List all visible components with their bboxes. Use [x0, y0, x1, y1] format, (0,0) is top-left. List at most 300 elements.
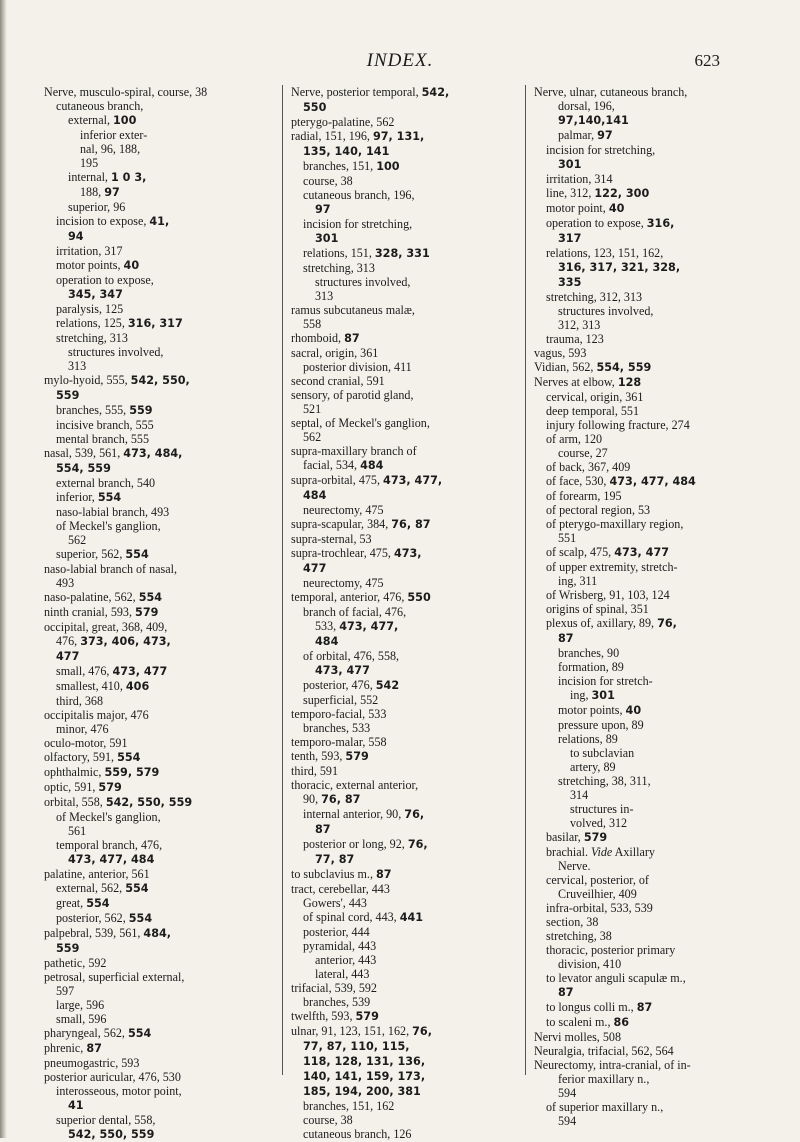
- index-entry: [534, 660, 768, 674]
- index-entry: [291, 202, 519, 217]
- index-text: structures involved,: [315, 275, 411, 289]
- index-entry: [291, 217, 519, 231]
- index-text: palpebral, 539, 561,: [44, 926, 144, 940]
- index-entry: [534, 360, 768, 375]
- index-text: course, 38: [303, 174, 353, 188]
- index-text: 195: [80, 156, 99, 170]
- index-entry: [291, 144, 519, 159]
- index-text: 476,: [56, 634, 81, 648]
- index-text: of face, 530,: [546, 474, 610, 488]
- index-entry: [534, 1044, 768, 1058]
- index-entry: [534, 1114, 768, 1128]
- index-entry: [44, 287, 272, 302]
- index-text: temporal, anterior, 476,: [291, 590, 408, 604]
- index-text: nasal, 539, 561,: [44, 446, 124, 460]
- index-text: sacral, origin, 361: [291, 346, 379, 360]
- index-text: branch of facial, 476,: [303, 605, 407, 619]
- index-entry: [534, 99, 768, 113]
- index-text: external,: [68, 113, 113, 127]
- index-entry: [534, 788, 768, 802]
- page-reference-bold: 76,: [657, 617, 677, 630]
- index-text: pterygo-palatine, 562: [291, 115, 395, 129]
- index-text: orbital, 558,: [44, 795, 106, 809]
- index-entry: [534, 943, 768, 957]
- index-text: 314: [570, 788, 589, 802]
- index-text: relations, 125,: [56, 316, 128, 330]
- index-entry: [291, 721, 519, 735]
- index-text: of back, 367, 409: [546, 460, 631, 474]
- index-entry: [534, 231, 768, 246]
- index-entry: [44, 273, 272, 287]
- index-entry: [44, 418, 272, 432]
- index-text: optic, 591,: [44, 780, 99, 794]
- page-reference-bold: 477: [56, 650, 80, 663]
- index-text: posterior, 476,: [303, 678, 376, 692]
- index-entry: [44, 941, 272, 956]
- index-entry: [291, 188, 519, 202]
- index-text: 562: [303, 430, 322, 444]
- index-text: palatine, anterior, 561: [44, 867, 150, 881]
- index-text: deep temporal, 551: [546, 404, 640, 418]
- index-entry: [534, 275, 768, 290]
- page-reference-bold: 554: [128, 912, 153, 925]
- index-text: 493: [56, 576, 75, 590]
- index-entry: [291, 532, 519, 546]
- index-text: branches, 151,: [303, 159, 377, 173]
- index-text: cutaneous branch,: [56, 99, 144, 113]
- page-reference-bold: 550: [407, 591, 431, 604]
- page-reference-bold: 542,: [421, 86, 450, 99]
- index-text: pathetic, 592: [44, 956, 107, 970]
- page-reference-bold: 86: [613, 1016, 630, 1029]
- index-text: cervical, posterior, of: [546, 873, 649, 887]
- index-text: minor, 476: [56, 722, 109, 736]
- index-entry: [534, 1086, 768, 1100]
- index-text: of superior maxillary n.,: [546, 1100, 664, 1114]
- page-reference-bold: 542, 550, 559: [68, 1128, 155, 1141]
- index-entry: [291, 852, 519, 867]
- index-text: section, 38: [546, 915, 599, 929]
- index-entry: [534, 1058, 768, 1072]
- index-text: Vide: [591, 845, 613, 859]
- index-entry: [44, 547, 272, 562]
- page-reference-bold: 477: [303, 562, 327, 575]
- index-entry: [44, 970, 272, 984]
- scan-page-edge: [0, 0, 7, 1138]
- index-entry: [44, 258, 272, 273]
- index-entry: [534, 560, 768, 574]
- index-text: line, 312,: [546, 186, 595, 200]
- index-entry: [44, 229, 272, 244]
- page-reference-bold: 559, 579: [104, 766, 160, 779]
- index-text: volved, 312: [570, 816, 628, 830]
- index-entry: [291, 678, 519, 693]
- index-text: phrenic,: [44, 1041, 87, 1055]
- index-text: superior dental, 558,: [56, 1113, 156, 1127]
- index-text: temporo-malar, 558: [291, 735, 387, 749]
- index-entry: [291, 1127, 519, 1141]
- page-reference-bold: 554, 559: [56, 462, 111, 475]
- page-reference-bold: 77, 87, 110, 115,: [303, 1040, 410, 1053]
- index-entry: [291, 995, 519, 1009]
- index-entry: [44, 984, 272, 998]
- index-text: thoracic, external anterior,: [291, 778, 419, 792]
- index-entry: [534, 128, 768, 143]
- index-entry: [534, 688, 768, 703]
- index-text: relations, 123, 151, 162,: [546, 246, 664, 260]
- index-entry: [291, 115, 519, 129]
- index-text: small, 476,: [56, 664, 113, 678]
- page-reference-bold: 97: [315, 203, 331, 216]
- index-text: motor points,: [558, 703, 626, 717]
- index-text: 594: [558, 1086, 577, 1100]
- index-entry: [534, 517, 768, 531]
- index-text: incision for stretching,: [546, 143, 656, 157]
- index-entry: [44, 244, 272, 258]
- index-text: plexus of, axillary, 89,: [546, 616, 658, 630]
- index-text: operation to expose,: [56, 273, 154, 287]
- index-text: posterior division, 411: [303, 360, 412, 374]
- index-entry: [44, 128, 272, 142]
- index-entry: [534, 588, 768, 602]
- index-entry: [44, 316, 272, 331]
- index-text: temporo-facial, 533: [291, 707, 387, 721]
- index-column-3: [534, 85, 768, 1128]
- index-text: naso-labial branch of nasal,: [44, 562, 177, 576]
- index-entry: [291, 576, 519, 590]
- index-text: branches, 90: [558, 646, 620, 660]
- index-text: stretching, 312, 313: [546, 290, 643, 304]
- index-text: ing, 311: [558, 574, 598, 588]
- index-entry: [44, 852, 272, 867]
- page-reference-bold: 550: [303, 101, 327, 114]
- index-entry: [44, 998, 272, 1012]
- index-entry: [44, 956, 272, 970]
- index-entry: [44, 432, 272, 446]
- index-text: stretching, 38, 311,: [558, 774, 651, 788]
- index-entry: [534, 290, 768, 304]
- index-text: rhomboid,: [291, 331, 345, 345]
- index-entry: [291, 503, 519, 517]
- index-entry: [291, 317, 519, 331]
- index-text: pneumogastric, 593: [44, 1056, 140, 1070]
- index-entry: [291, 231, 519, 246]
- index-text: structures involved,: [558, 304, 654, 318]
- page-reference-bold: 40: [625, 704, 642, 717]
- index-entry: [534, 985, 768, 1000]
- index-text: to longus colli m.,: [546, 1000, 637, 1014]
- index-entry: [534, 1000, 768, 1015]
- page-reference-bold: 473,: [393, 547, 422, 560]
- index-text: to scaleni m.,: [546, 1015, 614, 1029]
- index-text: infra-orbital, 533, 539: [546, 901, 653, 915]
- index-text: brachial.: [546, 845, 591, 859]
- index-entry: [44, 461, 272, 476]
- index-entry: [534, 531, 768, 545]
- index-entry: [44, 576, 272, 590]
- index-text: temporal branch, 476,: [56, 838, 163, 852]
- index-entry: [291, 649, 519, 663]
- index-entry: [534, 216, 768, 231]
- page-reference-bold: 559: [56, 389, 80, 402]
- index-text: of Meckel's ganglion,: [56, 519, 161, 533]
- index-entry: [534, 718, 768, 732]
- page-reference-bold: 87: [636, 1001, 653, 1014]
- page-reference-bold: 542: [375, 679, 400, 692]
- index-text: posterior or long, 92,: [303, 837, 408, 851]
- index-entry: [44, 490, 272, 505]
- index-text: 533,: [315, 619, 340, 633]
- index-entry: [44, 359, 272, 373]
- index-entry: [44, 331, 272, 345]
- index-text: third, 368: [56, 694, 104, 708]
- index-text: external branch, 540: [56, 476, 156, 490]
- index-text: structures in-: [570, 802, 634, 816]
- index-entry: [291, 488, 519, 503]
- index-text: tenth, 593,: [291, 749, 346, 763]
- index-entry: [291, 289, 519, 303]
- index-entry: [44, 85, 272, 99]
- index-entry: [534, 887, 768, 901]
- index-text: branches, 539: [303, 995, 371, 1009]
- page-reference-bold: 301: [558, 158, 582, 171]
- index-text: internal anterior, 90,: [303, 807, 405, 821]
- index-entry: [291, 1113, 519, 1127]
- index-entry: [44, 1026, 272, 1041]
- index-text: lateral, 443: [315, 967, 370, 981]
- index-entry: [534, 602, 768, 616]
- index-entry: [534, 318, 768, 332]
- index-entry: [534, 545, 768, 560]
- page-reference-bold: 76,: [412, 1025, 432, 1038]
- index-entry: [291, 261, 519, 275]
- index-text: second cranial, 591: [291, 374, 385, 388]
- index-text: posterior, 562,: [56, 911, 129, 925]
- page-reference-bold: 554: [117, 751, 141, 764]
- index-entry: [291, 388, 519, 402]
- index-entry: [291, 85, 519, 100]
- index-text: 312, 313: [558, 318, 601, 332]
- index-text: irritation, 317: [56, 244, 123, 258]
- page-reference-bold: 542, 550, 559: [105, 796, 193, 809]
- column-divider: [525, 85, 526, 1075]
- index-text: of forearm, 195: [546, 489, 622, 503]
- index-entry: [291, 981, 519, 995]
- index-text: neurectomy, 475: [303, 576, 384, 590]
- index-entry: [291, 792, 519, 807]
- index-entry: [291, 374, 519, 388]
- page-reference-bold: 473, 477: [112, 665, 168, 678]
- index-text: artery, 89: [570, 760, 616, 774]
- index-text: to subclavius m.,: [291, 867, 376, 881]
- index-entry: [291, 619, 519, 634]
- index-entry: [44, 1113, 272, 1127]
- index-entry: [534, 201, 768, 216]
- index-entry: [291, 100, 519, 115]
- index-text: oculo-motor, 591: [44, 736, 128, 750]
- index-column-2: [291, 85, 519, 1141]
- index-entry: [44, 736, 272, 750]
- index-entry: [44, 200, 272, 214]
- index-entry: [291, 634, 519, 649]
- index-entry: [534, 845, 768, 859]
- index-text: basilar,: [546, 830, 584, 844]
- index-text: 313: [315, 289, 334, 303]
- index-entry: [44, 185, 272, 200]
- index-text: interosseous, motor point,: [56, 1084, 182, 1098]
- index-entry: [44, 156, 272, 170]
- page-reference-bold: 100: [113, 114, 137, 127]
- index-entry: [534, 830, 768, 845]
- index-text: 594: [558, 1114, 577, 1128]
- index-entry: [291, 837, 519, 852]
- index-entry: [534, 1030, 768, 1044]
- page-reference-bold: 473, 477, 484: [68, 853, 155, 866]
- index-entry: [291, 402, 519, 416]
- page-reference-bold: 76, 87: [391, 518, 431, 531]
- index-text: Nerve, posterior temporal,: [291, 85, 422, 99]
- index-text: occipital, great, 368, 409,: [44, 620, 168, 634]
- index-text: superficial, 552: [303, 693, 379, 707]
- index-text: third, 591: [291, 764, 339, 778]
- index-entry: [44, 590, 272, 605]
- index-entry: [44, 679, 272, 694]
- index-text: 551: [558, 531, 577, 545]
- index-text: to levator anguli scapulæ m.,: [546, 971, 686, 985]
- index-text: irritation, 314: [546, 172, 613, 186]
- index-entry: [291, 939, 519, 953]
- index-text: supra-maxillary branch of: [291, 444, 417, 458]
- page-reference-bold: 77, 87: [315, 853, 355, 866]
- index-text: vagus, 593: [534, 346, 587, 360]
- index-text: posterior auricular, 476, 530: [44, 1070, 181, 1084]
- index-entry: [44, 373, 272, 388]
- index-text: of Wrisberg, 91, 103, 124: [546, 588, 670, 602]
- index-entry: [291, 867, 519, 882]
- index-text: thoracic, posterior primary: [546, 943, 676, 957]
- index-entry: [534, 489, 768, 503]
- page-reference-bold: 185, 194, 200, 381: [303, 1085, 421, 1098]
- page-reference-bold: 97: [597, 129, 613, 142]
- index-entry: [534, 616, 768, 631]
- page-reference-bold: 301: [315, 232, 339, 245]
- index-entry: [534, 85, 768, 99]
- page-reference-bold: 554: [127, 1027, 152, 1040]
- index-text: ramus subcutaneus malæ,: [291, 303, 415, 317]
- index-entry: [44, 519, 272, 533]
- index-entry: [291, 174, 519, 188]
- page-reference-bold: 345, 347: [68, 288, 123, 301]
- index-text: incision to expose,: [56, 214, 150, 228]
- index-text: occipitalis major, 476: [44, 708, 149, 722]
- index-entry: [291, 735, 519, 749]
- index-entry: [291, 778, 519, 792]
- page-reference-bold: 406: [125, 680, 150, 693]
- index-text: mental branch, 555: [56, 432, 150, 446]
- index-entry: [534, 1100, 768, 1114]
- page-reference-bold: 579: [355, 1010, 379, 1023]
- index-text: structures involved,: [68, 345, 164, 359]
- index-text: small, 596: [56, 1012, 107, 1026]
- index-text: supra-trochlear, 475,: [291, 546, 394, 560]
- index-text: branches, 555,: [56, 403, 130, 417]
- index-text: Gowers', 443: [303, 896, 367, 910]
- index-entry: [44, 881, 272, 896]
- index-text: pharyngeal, 562,: [44, 1026, 128, 1040]
- page-reference-bold: 76,: [404, 808, 425, 821]
- index-entry: [534, 143, 768, 157]
- index-text: ferior maxillary n.,: [558, 1072, 650, 1086]
- index-entry: [534, 432, 768, 446]
- page-reference-bold: 335: [558, 276, 582, 289]
- index-entry: [44, 1070, 272, 1084]
- index-text: 90,: [303, 792, 322, 806]
- page-reference-bold: 473, 477, 484: [609, 475, 696, 488]
- index-text: motor points,: [56, 258, 124, 272]
- index-entry: [44, 926, 272, 941]
- index-text: twelfth, 593,: [291, 1009, 356, 1023]
- index-entry: [534, 774, 768, 788]
- index-text: inferior exter-: [80, 128, 148, 142]
- index-entry: [291, 1099, 519, 1113]
- index-entry: [291, 910, 519, 925]
- index-entry: [534, 631, 768, 646]
- index-entry: [534, 646, 768, 660]
- index-text: naso-labial branch, 493: [56, 505, 170, 519]
- index-entry: [44, 780, 272, 795]
- index-text: cutaneous branch, 126: [303, 1127, 412, 1141]
- index-entry: [291, 458, 519, 473]
- page-reference-bold: 542, 550,: [130, 374, 190, 387]
- index-text: neurectomy, 475: [303, 503, 384, 517]
- index-entry: [534, 873, 768, 887]
- index-text: dorsal, 196,: [558, 99, 615, 113]
- index-text: stretching, 313: [56, 331, 128, 345]
- index-entry: [44, 838, 272, 852]
- index-text: inferior,: [56, 490, 98, 504]
- page-reference-bold: 128: [617, 376, 642, 389]
- index-text: of spinal cord, 443,: [303, 910, 400, 924]
- index-text: external, 562,: [56, 881, 126, 895]
- index-text: of scalp, 475,: [546, 545, 615, 559]
- index-entry: [44, 620, 272, 634]
- page-reference-bold: 87: [376, 868, 392, 881]
- index-entry: [291, 896, 519, 910]
- index-entry: [44, 824, 272, 838]
- index-text: Nerve, musculo-spiral, course, 38: [44, 85, 208, 99]
- index-entry: [44, 446, 272, 461]
- index-entry: [534, 732, 768, 746]
- index-text: formation, 89: [558, 660, 624, 674]
- page-number: 623: [694, 51, 720, 70]
- index-entry: [44, 664, 272, 679]
- page-reference-bold: 122, 300: [594, 187, 650, 200]
- index-entry: [534, 901, 768, 915]
- page-reference-bold: 41: [68, 1099, 84, 1112]
- page-reference-bold: 373, 406, 473,: [80, 635, 171, 648]
- index-entry: [44, 170, 272, 185]
- index-entry: [291, 663, 519, 678]
- index-entry: [534, 346, 768, 360]
- index-entry: [534, 503, 768, 517]
- index-entry: [291, 1084, 519, 1099]
- index-text: sensory, of parotid gland,: [291, 388, 414, 402]
- index-text: relations, 89: [558, 732, 618, 746]
- index-entry: [291, 129, 519, 144]
- index-text: stretching, 313: [303, 261, 375, 275]
- index-text: great,: [56, 896, 87, 910]
- page-reference-bold: 301: [591, 689, 615, 702]
